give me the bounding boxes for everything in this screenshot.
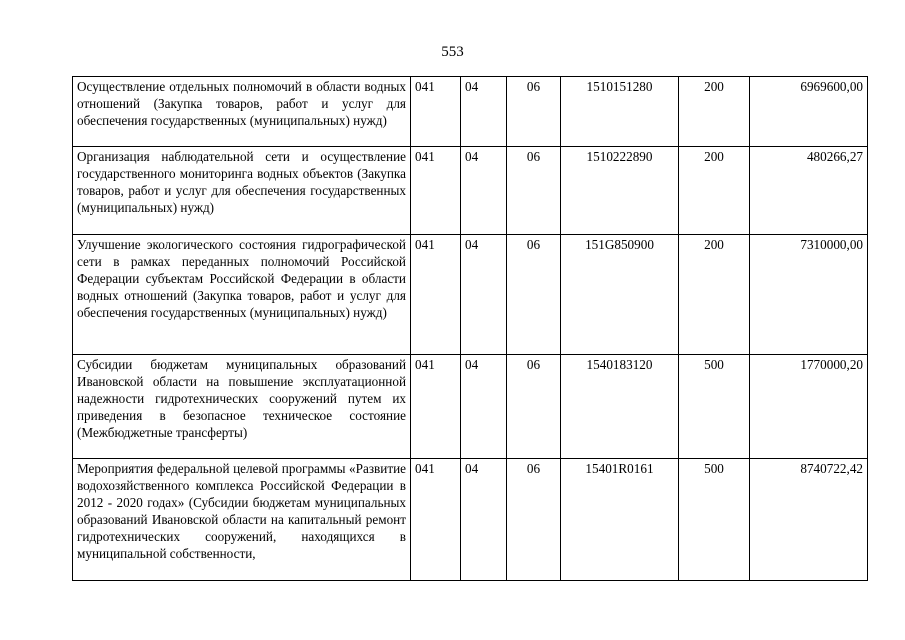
table-row [73,355,868,459]
table-row [73,235,868,355]
amount-value: 7310000,00 [750,235,868,355]
ministry-code: 041 [411,77,461,147]
page-number: 553 [441,44,464,60]
table-row [73,459,868,581]
row-description: Улучшение экологического состояния гидрографической сети в рамках переданных полномочий Российской Федерации субъектам Российской Федерации в области водных отношений (Закупка товаров, работ и услуг для обеспечения государственных (муниципальных) нужд) [73,235,411,355]
target-article-code: 1510151280 [561,77,679,147]
ministry-code: 041 [411,147,461,235]
amount-value: 480266,27 [750,147,868,235]
subsection-code: 06 [507,459,561,581]
amount-value: 8740722,42 [750,459,868,581]
expense-type-code: 500 [679,459,750,581]
section-code: 04 [461,77,507,147]
ministry-code: 041 [411,459,461,581]
section-code: 04 [461,355,507,459]
target-article-code: 1540183120 [561,355,679,459]
row-description: Организация наблюдательной сети и осуществление государственного мониторинга водных объектов (Закупка товаров, работ и услуг для обеспечения государственных (муниципальных) нужд) [73,147,411,235]
budget-table [72,76,868,581]
ministry-code: 041 [411,235,461,355]
table-row [73,147,868,235]
row-description: Мероприятия федеральной целевой программы «Развитие водохозяйственного комплекса Российской Федерации в 2012 - 2020 годах» (Субсидии бюджетам муниципальных образований Ивановской области на капитальный ремонт гидротехнических сооружений, находящихся в муниципальной собственности, [73,459,411,581]
amount-value: 1770000,20 [750,355,868,459]
target-article-code: 1510222890 [561,147,679,235]
subsection-code: 06 [507,77,561,147]
amount-value: 6969600,00 [750,77,868,147]
section-code: 04 [461,235,507,355]
target-article-code: 15401R0161 [561,459,679,581]
ministry-code: 041 [411,355,461,459]
row-description: Субсидии бюджетам муниципальных образований Ивановской области на повышение эксплуатационной надежности гидротехнических сооружений путем их приведения в безопасное техническое состояние (Межбюджетные трансферты) [73,355,411,459]
expense-type-code: 200 [679,235,750,355]
row-description: Осуществление отдельных полномочий в области водных отношений (Закупка товаров, работ и услуг для обеспечения государственных (муниципальных) нужд) [73,77,411,147]
section-code: 04 [461,147,507,235]
subsection-code: 06 [507,355,561,459]
target-article-code: 151G850900 [561,235,679,355]
section-code: 04 [461,459,507,581]
expense-type-code: 200 [679,77,750,147]
expense-type-code: 200 [679,147,750,235]
table-row [73,77,868,147]
subsection-code: 06 [507,235,561,355]
subsection-code: 06 [507,147,561,235]
expense-type-code: 500 [679,355,750,459]
